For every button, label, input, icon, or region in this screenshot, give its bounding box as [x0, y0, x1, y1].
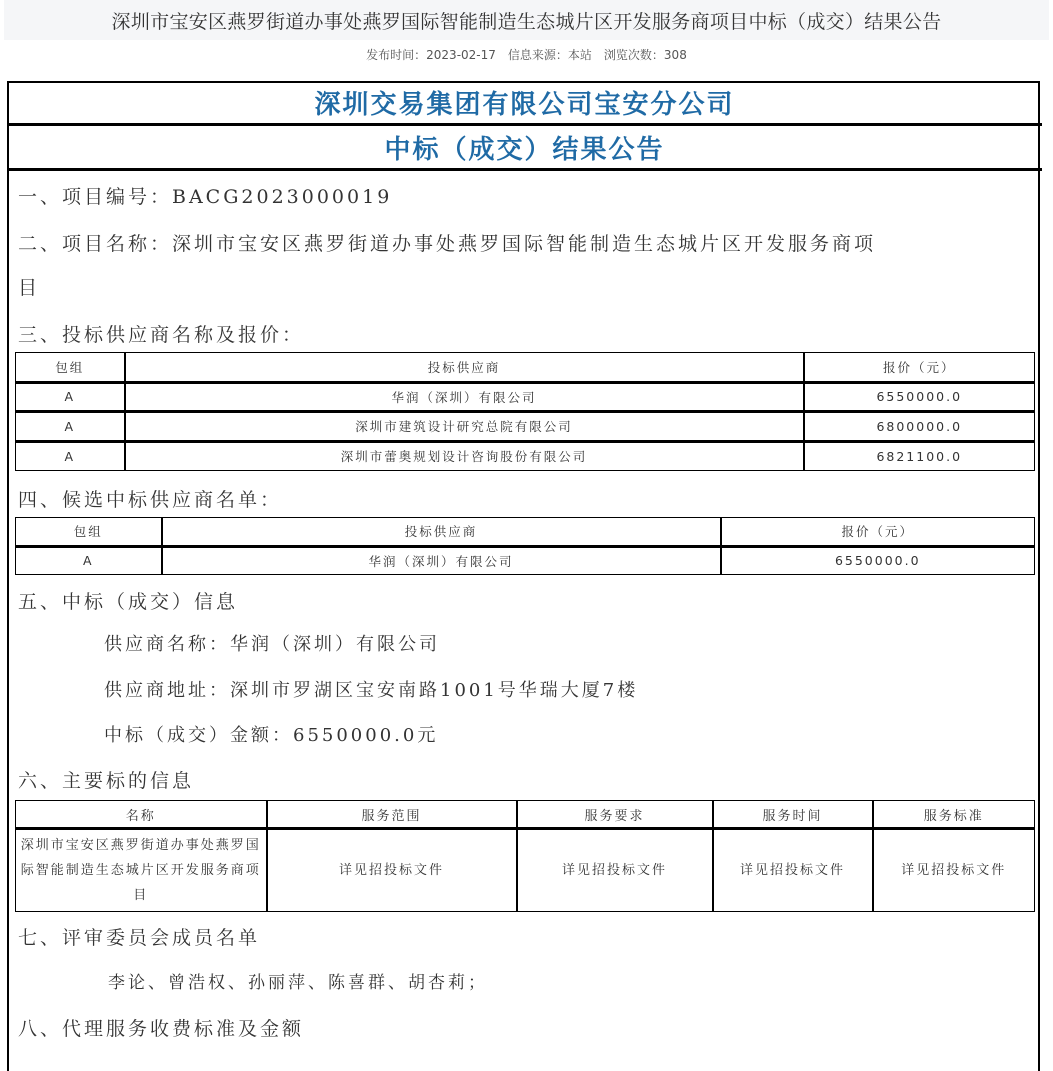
cell-time	[713, 829, 873, 912]
subject-table	[15, 800, 1035, 912]
section-project-number: 一、项目编号：BACG2023000019	[18, 186, 393, 208]
header-name: 名称	[16, 801, 267, 829]
section-candidates-heading: 四、候选中标供应商名单：	[18, 489, 283, 511]
header-time: 服务时间	[713, 801, 873, 829]
info-source: 信息来源：本站	[507, 47, 592, 62]
cell-supplier: 华润（深圳）有限公司	[125, 382, 804, 412]
header-requirements: 服务要求	[517, 801, 713, 829]
winner-amount: 中标（成交）金额：6550000.0元	[104, 725, 439, 746]
view-count: 浏览次数：308	[603, 47, 687, 62]
winner-name: 供应商名称：华润（深圳）有限公司	[104, 634, 440, 655]
notice-title-heading: 中标（成交）结果公告	[7, 126, 1042, 171]
section-subject-heading: 六、主要标的信息	[18, 770, 195, 792]
org-name-heading: 深圳交易集团有限公司宝安分公司	[7, 81, 1042, 126]
header-standard: 服务标准	[873, 801, 1035, 829]
cell-supplier: 深圳市蕾奥规划设计咨询股份有限公司	[125, 441, 804, 471]
cell-price: 6821100.0	[804, 441, 1035, 471]
table-row	[16, 441, 1035, 471]
section-award-heading: 五、中标（成交）信息	[18, 591, 239, 613]
header-supplier: 投标供应商	[162, 518, 721, 547]
meta-line	[0, 44, 1053, 64]
cell-requirements: 详见招投标文件	[517, 829, 713, 912]
cell-price: 6550000.0	[721, 546, 1035, 575]
committee-members: 李论、曾浩权、孙丽萍、陈喜群、胡杏莉；	[108, 973, 488, 993]
cell-package: A	[16, 412, 125, 442]
table-header-row	[16, 518, 1035, 547]
cell-supplier: 深圳市建筑设计研究总院有限公司	[125, 412, 804, 442]
header-package: 包组	[16, 518, 162, 547]
cell-name: 深圳市宝安区燕罗街道办事处燕罗国际智能制造生态城片区开发服务商项目	[16, 829, 267, 912]
cell-scope: 详见招投标文件	[267, 829, 517, 912]
section-project-name-cont: 目	[18, 277, 41, 299]
header-price: 报价（元）	[721, 518, 1035, 547]
cell-price: 6550000.0	[804, 382, 1035, 412]
table-row	[16, 546, 1035, 575]
header-price: 报价（元）	[804, 353, 1035, 383]
table-row	[16, 412, 1035, 442]
cell-package: A	[16, 546, 162, 575]
page-title: 深圳市宝安区燕罗街道办事处燕罗国际智能制造生态城片区开发服务商项目中标（成交）结果公告	[4, 0, 1049, 40]
section-project-name: 二、项目名称：深圳市宝安区燕罗街道办事处燕罗国际智能制造生态城片区开发服务商项	[18, 233, 877, 255]
table-row	[16, 829, 1035, 912]
header-supplier: 投标供应商	[125, 353, 804, 383]
section-agency-fee-heading: 八、代理服务收费标准及金额	[18, 1018, 305, 1040]
bidders-table	[15, 352, 1035, 471]
publish-time: 发布时间：2023-02-17	[366, 47, 496, 62]
cell-package: A	[16, 382, 125, 412]
section-bidders-heading: 三、投标供应商名称及报价：	[18, 324, 305, 346]
cell-package: A	[16, 441, 125, 471]
table-header-row	[16, 801, 1035, 829]
winner-address: 供应商地址：深圳市罗湖区宝安南路1001号华瑞大厦7楼	[104, 680, 639, 701]
section-committee-heading: 七、评审委员会成员名单	[18, 927, 261, 949]
header-scope: 服务范围	[267, 801, 517, 829]
cell-standard-text: 详见招投标文件	[901, 863, 1007, 878]
table-header-row	[16, 353, 1035, 383]
cell-price: 6800000.0	[804, 412, 1035, 442]
cell-time-text: 详见招投标文件	[739, 863, 845, 878]
candidate-table	[15, 517, 1035, 575]
cell-standard	[873, 829, 1035, 912]
table-row	[16, 382, 1035, 412]
cell-supplier: 华润（深圳）有限公司	[162, 546, 721, 575]
header-package: 包组	[16, 353, 125, 383]
